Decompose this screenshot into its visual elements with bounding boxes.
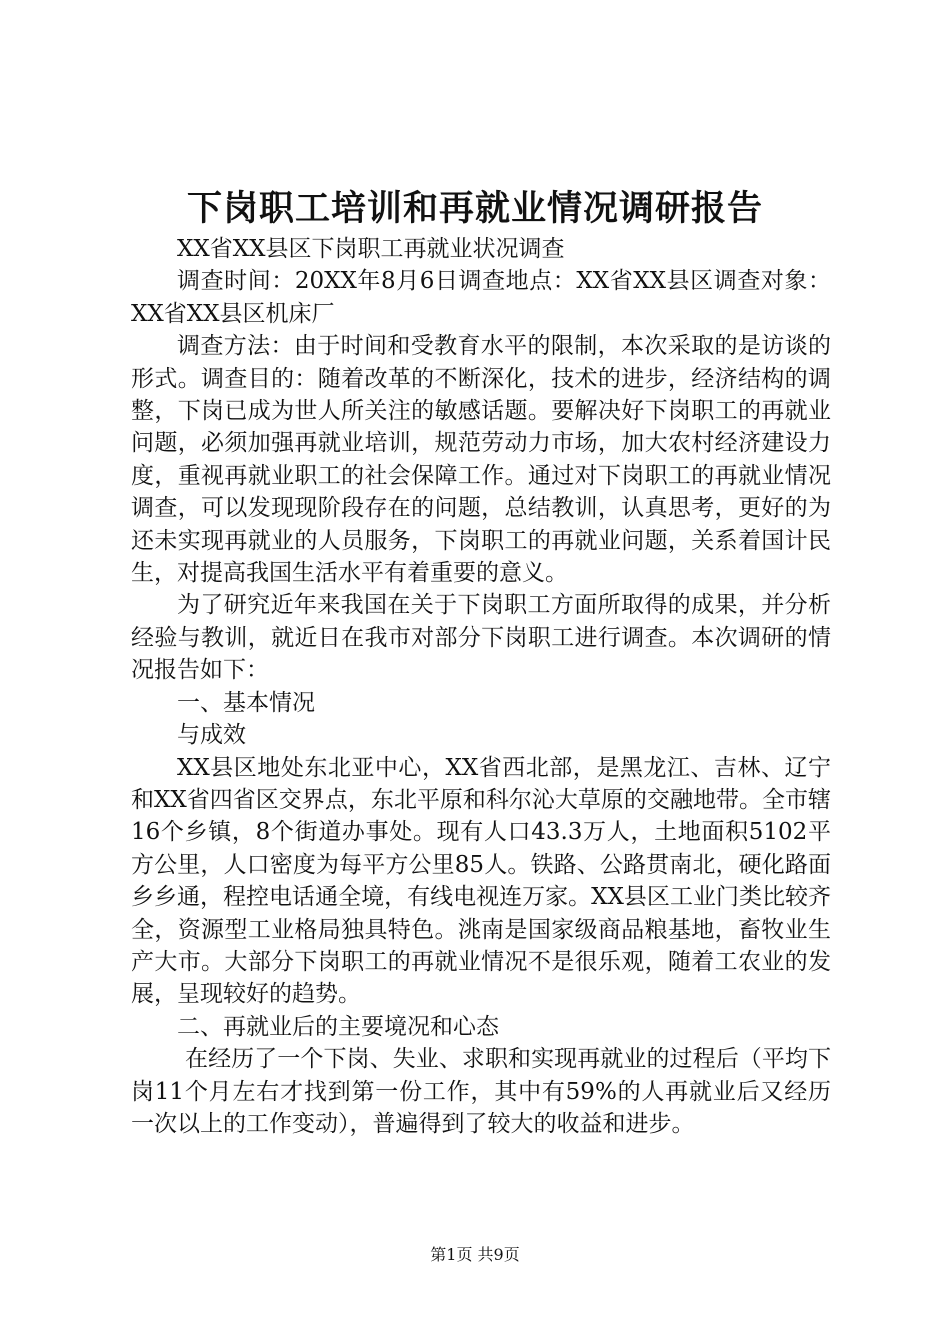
- paragraph-survey-info: 调查时间：20XX年8月6日调查地点：XX省XX县区调查对象：XX省XX县区机床厂: [131, 268, 831, 327]
- document-title: 下岗职工培训和再就业情况调研报告: [186, 188, 763, 229]
- section-heading-1: 一、基本情况: [177, 689, 315, 716]
- section-heading-1-cont: 与成效: [177, 722, 246, 749]
- document-body: [131, 233, 831, 1140]
- paragraph-survey-method: 调查方法：由于时间和受教育水平的限制，本次采取的是访谈的形式。调查目的：随着改革的不断深化，技术的进步，经济结构的调整，下岗已成为世人所关注的敏感话题。要解决好下岗职工的再就业问题，必须加强再就业培训，规范劳动力市场，加大农村经济建设力度，重视再就业职工的社会保障工作。通过对下岗职工的再就业情况调查，可以发现现阶段存在的问题，总结教训，认真思考，更好的为还未实现再就业的人员服务，下岗职工的再就业问题，关系着国计民生，对提高我国生活水平有着重要的意义。: [131, 333, 831, 587]
- page-footer: 第1页 共9页: [430, 1245, 520, 1264]
- section-heading-2: 二、再就业后的主要境况和心态: [177, 1013, 499, 1040]
- paragraph-basic-info: XX县区地处东北亚中心，XX省西北部，是黑龙江、吉林、辽宁和XX省四省区交界点，东北平原和科尔沁大草原的交融地带。全市辖16个乡镇，8个街道办事处。现有人口43.3万人，土地面积5102平方公里，人口密度为每平方公里85人。铁路、公路贯南北，硬化路面乡乡通，程控电话通全境，有线电视连万家。XX县区工业门类比较齐全，资源型工业格局独具特色。洮南是国家级商品粮基地，畜牧业生产大市。大部分下岗职工的再就业情况不是很乐观，随着工农业的发展，呈现较好的趋势。: [131, 754, 831, 1008]
- paragraph-reemployment: 在经历了一个下岗、失业、求职和实现再就业的过程后（平均下岗11个月左右才找到第一份工作，其中有59%的人再就业后又经历一次以上的工作变动），普遍得到了较大的收益和进步。: [131, 1046, 831, 1137]
- paragraph-purpose: 为了研究近年来我国在关于下岗职工方面所取得的成果，并分析经验与教训，就近日在我市对部分下岗职工进行调查。本次调研的情况报告如下：: [131, 592, 831, 684]
- paragraph-subtitle: XX省XX县区下岗职工再就业状况调查: [177, 236, 565, 262]
